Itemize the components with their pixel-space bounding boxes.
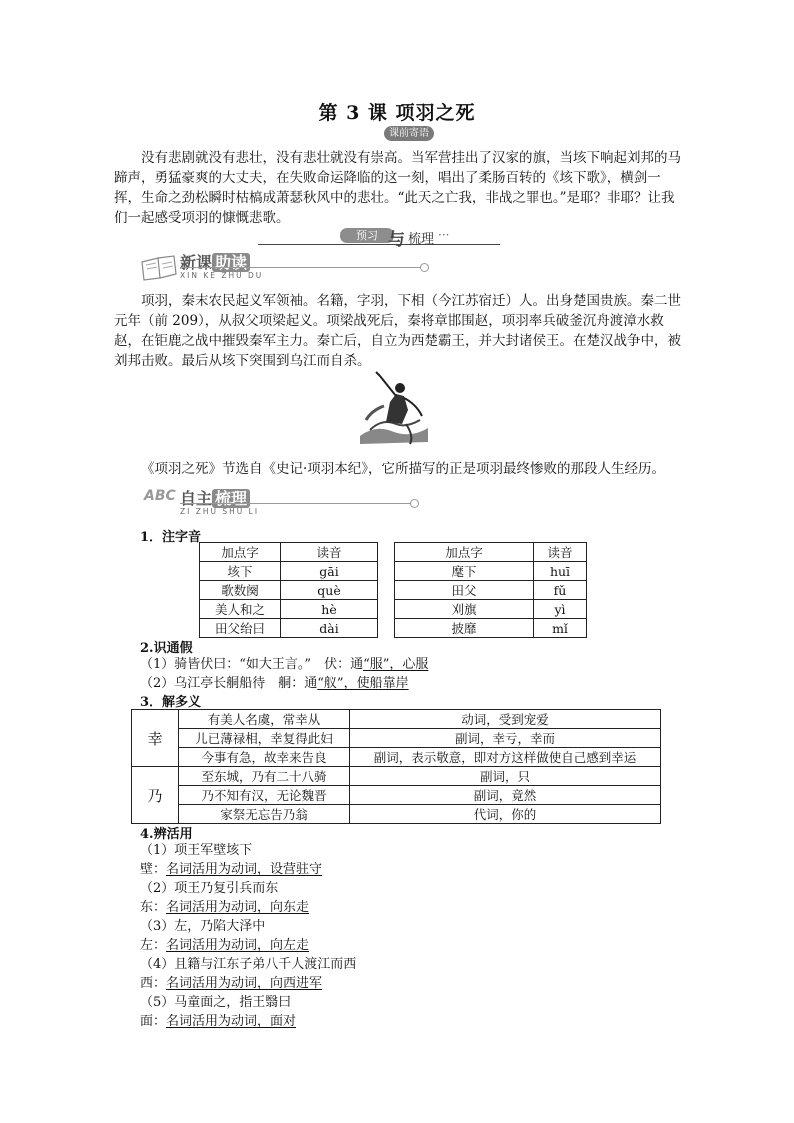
meaning-cell: 副词，表示敬意，即对方这样做使自己感到幸运	[350, 748, 661, 767]
huoyong-answer: 东：名词活用为动词，向东走	[140, 900, 310, 915]
table-row	[132, 805, 661, 824]
banner-pill: 预习	[340, 228, 394, 243]
intro-text: 没有悲剧就没有悲壮，没有悲壮就没有崇高。当军营挂出了汉家的旗，当垓下响起刘邦的马蹄声，勇猛豪爽的大丈夫，在失败命运降临的这一刻，唱出了柔肠百转的《垓下歌》，横剑一挥，生命之劲松瞬时枯槁成萧瑟秋风中的悲壮。“此天之亡我，非战之罪也。”是耶？非耶？让我们一起感受项羽的慷慨悲歌。	[114, 150, 681, 226]
banner-rule	[258, 244, 500, 245]
abc-mark: ABC	[144, 488, 176, 504]
xinke-rule-dot	[420, 263, 429, 272]
banner-yu: 与	[388, 230, 405, 250]
huoyong-question: （2）项王乃复引兵而东	[140, 881, 279, 896]
page-title: 第 3 课 项羽之死	[318, 102, 476, 124]
word-cell: 美人和之	[200, 600, 281, 619]
zizhu-title	[180, 486, 250, 509]
huoyong-answer: 面：名词活用为动词，面对	[140, 1014, 297, 1029]
huoyong-answer: 西：名词活用为动词，向西进军	[140, 976, 323, 991]
sentence-cell: 有美人名虞，常幸从	[179, 710, 350, 729]
sentence-cell: 儿已薄禄相，幸复得此妇	[179, 729, 350, 748]
xinke-rule	[180, 267, 422, 268]
word-cell: 垓下	[200, 562, 281, 581]
banner-shuli: 梳理	[408, 232, 435, 247]
xiangyu-illustration	[356, 366, 432, 448]
tongjia-question: （2）乌江亭长𦨴船待 𦨴：通	[140, 676, 318, 691]
word-cell: 麾下	[395, 562, 534, 581]
sentence-cell: 今事有急，故幸来告良	[179, 748, 350, 767]
word-cell: 田父	[395, 581, 534, 600]
preface-badge: 课前寄语	[384, 126, 434, 141]
source-text: 《项羽之死》节选自《史记·项羽本纪》，它所描写的正是项羽最终惨败的那段人生经历。	[141, 461, 666, 477]
zizhu-pinyin: ZI ZHU SHU LI	[180, 507, 260, 516]
section-banner	[258, 226, 500, 250]
huoyong-question: （3）左，乃陷大泽中	[140, 919, 266, 934]
polysemy-table	[131, 709, 661, 824]
meaning-cell: 副词，竟然	[350, 786, 661, 805]
table-row	[132, 786, 661, 805]
tongjia-answer: “服”，心服	[363, 657, 429, 672]
table-row	[200, 600, 587, 619]
huoyong-question: （1）项王军壁垓下	[140, 843, 253, 858]
pinyin-cell: dài	[281, 619, 378, 638]
word-cell: 田父绐曰	[200, 619, 281, 638]
pinyin-cell: gāi	[281, 562, 378, 581]
meaning-cell: 代词，你的	[350, 805, 661, 824]
bio-paragraph	[114, 291, 684, 371]
table-row	[132, 710, 661, 729]
table-row	[132, 748, 661, 767]
sentence-cell: 家祭无忘告乃翁	[179, 805, 350, 824]
zizhu-shuli-header	[140, 486, 430, 520]
header-cell: 读音	[281, 543, 378, 562]
char-cell: 幸	[132, 710, 179, 767]
header-cell: 加点字	[200, 543, 281, 562]
pinyin-cell: yì	[534, 600, 587, 619]
xinke-title-a: 新课	[180, 253, 213, 272]
header-cell: 读音	[534, 543, 587, 562]
s4-heading: 4.辨活用	[140, 827, 193, 842]
pinyin-table	[199, 542, 587, 638]
word-cell: 歌数阕	[200, 581, 281, 600]
banner-dots: ···	[438, 228, 450, 242]
xinke-pinyin: XIN KE ZHU DU	[180, 271, 264, 280]
zizhu-rule-dot	[410, 499, 419, 508]
zizhu-title-b: 梳理	[212, 489, 250, 508]
table-row	[200, 581, 587, 600]
pinyin-cell: fǔ	[534, 581, 587, 600]
pinyin-cell: què	[281, 581, 378, 600]
xinke-title	[180, 250, 250, 273]
word-cell: 刈旗	[395, 600, 534, 619]
s2-heading: 2.识通假	[140, 641, 193, 656]
sentence-cell: 至东城，乃有二十八骑	[179, 767, 350, 786]
s3-heading: 3．解多义	[140, 695, 202, 710]
table-row	[200, 619, 587, 638]
huoyong-question: （4）且籍与江东子弟八千人渡江而西	[140, 957, 357, 972]
bio-text: 项羽，秦末农民起义军领袖。名籍，字羽，下相（今江苏宿迁）人。出身楚国贵族。秦二世元年（前 209），从叔父项梁起义。项梁战死后，秦将章邯围赵，项羽率兵破釜沉舟渡漳水救赵，在钜鹿之战中摧毁秦军主力。秦亡后，自立为西楚霸王，并大封诸侯王。在楚汉战争中，被刘邦击败。最后从垓下突围到乌江而自杀。	[114, 293, 681, 369]
table-row	[200, 562, 587, 581]
source-paragraph	[114, 459, 714, 479]
huoyong-answer: 左：名词活用为动词，向左走	[140, 938, 310, 953]
sentence-cell: 乃不知有汉，无论魏晋	[179, 786, 350, 805]
table-header-row	[200, 543, 587, 562]
pinyin-cell: mǐ	[534, 619, 587, 638]
tongjia-answer: “舣”，使船靠岸	[317, 676, 409, 691]
pinyin-cell: hè	[281, 600, 378, 619]
table-row	[132, 767, 661, 786]
xinke-title-b: 助读	[212, 253, 250, 272]
xinke-zhudu-header	[140, 250, 430, 284]
word-cell: 披靡	[395, 619, 534, 638]
meaning-cell: 副词，幸亏，幸而	[350, 729, 661, 748]
header-cell: 加点字	[395, 543, 534, 562]
huoyong-list	[140, 841, 540, 1031]
tongjia-item	[140, 655, 428, 674]
zizhu-rule	[180, 503, 412, 504]
pinyin-cell: huī	[534, 562, 587, 581]
meaning-cell: 动词，受到宠爱	[350, 710, 661, 729]
zizhu-title-a: 自主	[180, 489, 213, 508]
tongjia-question: （1）骑皆伏曰：“如大王言。” 伏：通	[140, 657, 364, 672]
s1-heading: 1．注字音	[140, 530, 202, 545]
intro-paragraph	[114, 148, 684, 228]
open-book-icon	[140, 252, 180, 282]
huoyong-question: （5）马童面之，指王翳曰	[140, 995, 292, 1010]
huoyong-answer: 壁：名词活用为动词，设营驻守	[140, 862, 323, 877]
meaning-cell: 副词，只	[350, 767, 661, 786]
char-cell: 乃	[132, 767, 179, 824]
table-row	[132, 729, 661, 748]
